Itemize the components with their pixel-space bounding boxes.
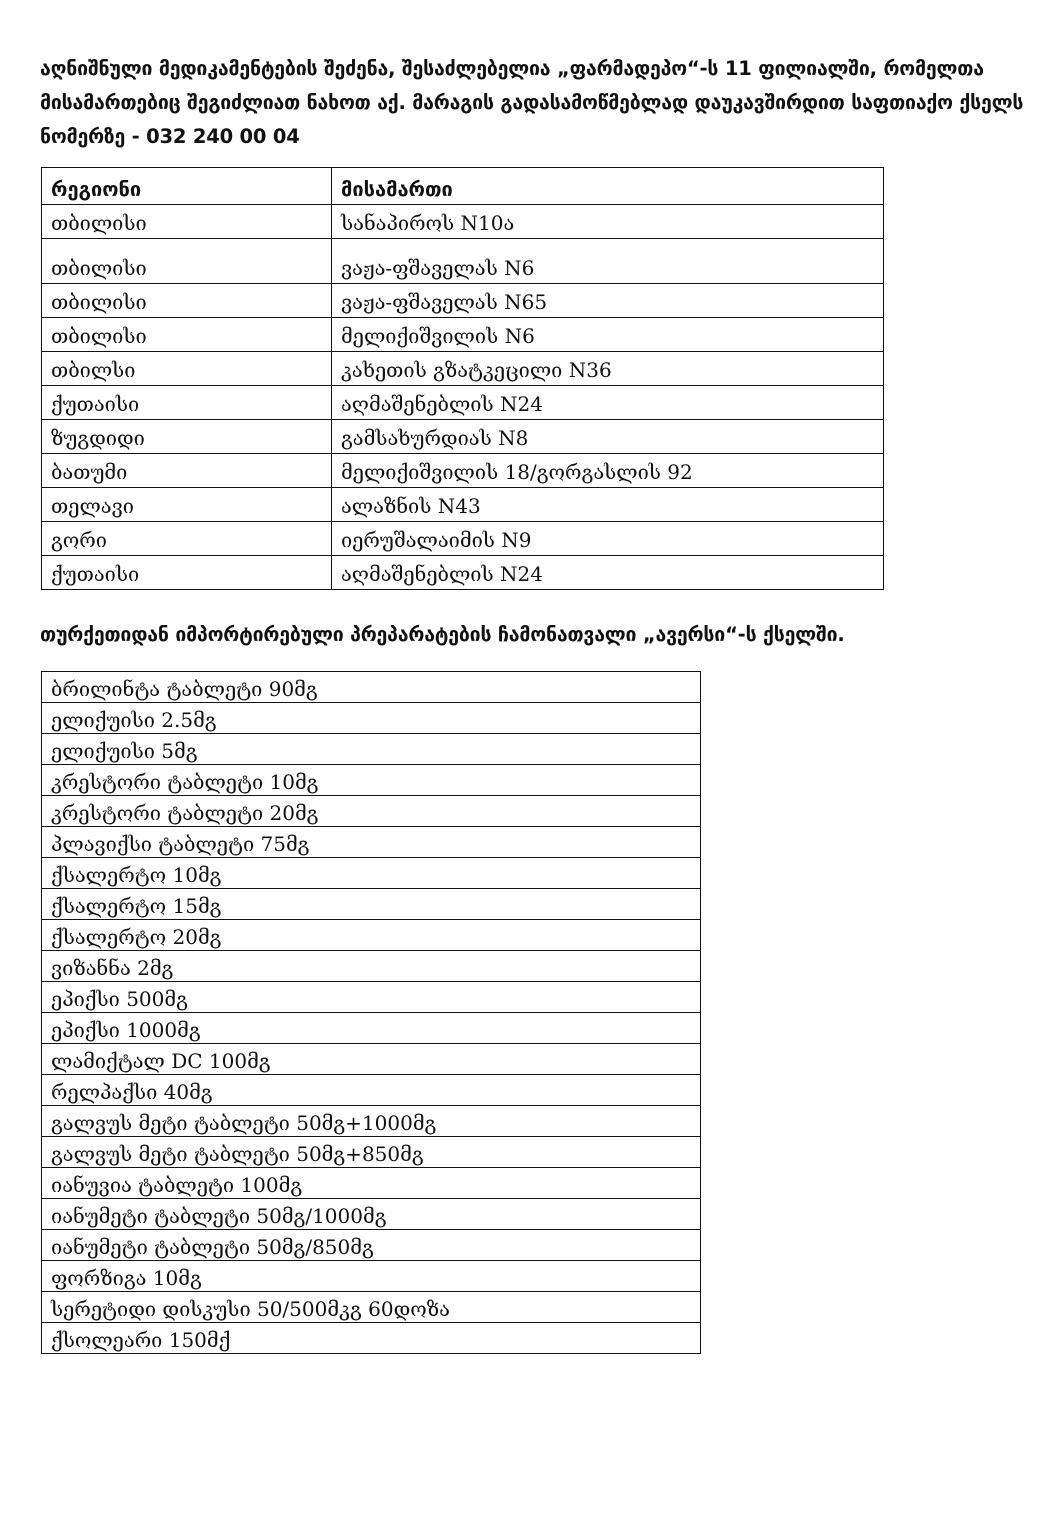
table-row — [42, 1230, 701, 1261]
region-cell: ბათუმი — [42, 454, 332, 488]
address-cell: იერუშალაიმის N9 — [332, 522, 884, 556]
address-cell: მელიქიშვილის 18/გორგასლის 92 — [332, 454, 884, 488]
table-row — [42, 982, 701, 1013]
drug-cell: რელპაქსი 40მგ — [42, 1075, 701, 1106]
drug-cell: იანუვია ტაბლეტი 100მგ — [42, 1168, 701, 1199]
drug-cell: კრესტორი ტაბლეტი 20მგ — [42, 796, 701, 827]
table-row — [42, 672, 701, 703]
region-cell: თბილისი — [42, 318, 332, 352]
address-cell: მელიქიშვილის N6 — [332, 318, 884, 352]
region-cell: ქუთაისი — [42, 556, 332, 590]
region-cell: თელავი — [42, 488, 332, 522]
table-row — [42, 951, 701, 982]
table-row — [42, 765, 701, 796]
table-row — [42, 1075, 701, 1106]
table-row — [42, 420, 884, 454]
table-row — [42, 1137, 701, 1168]
table-row — [42, 239, 884, 284]
address-cell: ალაზნის N43 — [332, 488, 884, 522]
region-cell: ზუგდიდი — [42, 420, 332, 454]
drug-cell: ლამიქტალ DC 100მგ — [42, 1044, 701, 1075]
drug-cell: გალვუს მეტი ტაბლეტი 50მგ+850მგ — [42, 1137, 701, 1168]
table-row — [42, 1292, 701, 1323]
region-cell: გორი — [42, 522, 332, 556]
intro-paragraph: აღნიშნული მედიკამენტების შეძენა, შესაძლებელია „ფარმადეპო“-ს 11 ფილიალში, რომელთა მისამართებიც შეგიძლიათ ნახოთ აქ. მარაგის გადასამოწმებლად დაუკავშირდით საფთიაქო ქსელს ნომერზე - 032 240 00 04 — [40, 57, 1024, 148]
drug-cell: იანუმეტი ტაბლეტი 50მგ/850მგ — [42, 1230, 701, 1261]
table-row — [42, 488, 884, 522]
drug-cell: პლავიქსი ტაბლეტი 75მგ — [42, 827, 701, 858]
region-cell: ქუთაისი — [42, 386, 332, 420]
address-cell: ვაჟა-ფშაველას N6 — [332, 239, 884, 284]
table-row — [42, 386, 884, 420]
table-row — [42, 1168, 701, 1199]
drugs-heading: თურქეთიდან იმპორტირებული პრეპარატების ჩამონათვალი „ავერსი“-ს ქსელში. — [40, 623, 845, 646]
table-row — [42, 1106, 701, 1137]
header-address: მისამართი — [332, 168, 884, 205]
drug-cell: ეპიქსი 500მგ — [42, 982, 701, 1013]
table-row — [42, 858, 701, 889]
region-cell: თბილსი — [42, 352, 332, 386]
table-row — [42, 454, 884, 488]
drugs-table — [41, 671, 701, 1354]
drug-cell: ელიქუისი 5მგ — [42, 734, 701, 765]
table-row — [42, 318, 884, 352]
address-cell: აღმაშენებლის N24 — [332, 556, 884, 590]
drug-cell: გალვუს მეტი ტაბლეტი 50მგ+1000მგ — [42, 1106, 701, 1137]
table-row — [42, 1044, 701, 1075]
table-row — [42, 556, 884, 590]
table-row — [42, 284, 884, 318]
drug-cell: კრესტორი ტაბლეტი 10მგ — [42, 765, 701, 796]
region-cell: თბილისი — [42, 284, 332, 318]
address-cell: ვაჟა-ფშაველას N65 — [332, 284, 884, 318]
table-row — [42, 827, 701, 858]
drug-cell: ელიქუისი 2.5მგ — [42, 703, 701, 734]
table-row — [42, 1323, 701, 1354]
table-row — [42, 205, 884, 239]
table-row — [42, 1013, 701, 1044]
region-cell: თბილისი — [42, 239, 332, 284]
drug-cell: ქსალერტო 10მგ — [42, 858, 701, 889]
region-cell: თბილისი — [42, 205, 332, 239]
address-cell: კახეთის გზატკეცილი N36 — [332, 352, 884, 386]
address-cell: აღმაშენებლის N24 — [332, 386, 884, 420]
drug-cell: ქსოლეარი 150მქ — [42, 1323, 701, 1354]
drug-cell: ვიზანნა 2მგ — [42, 951, 701, 982]
drug-cell: იანუმეტი ტაბლეტი 50მგ/1000მგ — [42, 1199, 701, 1230]
drug-cell: ქსალერტო 15მგ — [42, 889, 701, 920]
drug-cell: სერეტიდი დისკუსი 50/500მკგ 60დოზა — [42, 1292, 701, 1323]
branches-table — [41, 167, 884, 590]
table-row — [42, 734, 701, 765]
table-row — [42, 1199, 701, 1230]
table-row — [42, 1261, 701, 1292]
table-row — [42, 889, 701, 920]
header-region: რეგიონი — [42, 168, 332, 205]
drug-cell: ქსალერტო 20მგ — [42, 920, 701, 951]
table-row — [42, 522, 884, 556]
drug-cell: ფორზიგა 10მგ — [42, 1261, 701, 1292]
table-row — [42, 920, 701, 951]
drug-cell: ბრილინტა ტაბლეტი 90მგ — [42, 672, 701, 703]
table-row — [42, 352, 884, 386]
address-cell: გამსახურდიას N8 — [332, 420, 884, 454]
drug-cell: ეპიქსი 1000მგ — [42, 1013, 701, 1044]
table-row — [42, 703, 701, 734]
address-cell: სანაპიროს N10ა — [332, 205, 884, 239]
table-header-row — [42, 168, 884, 205]
table-row — [42, 796, 701, 827]
